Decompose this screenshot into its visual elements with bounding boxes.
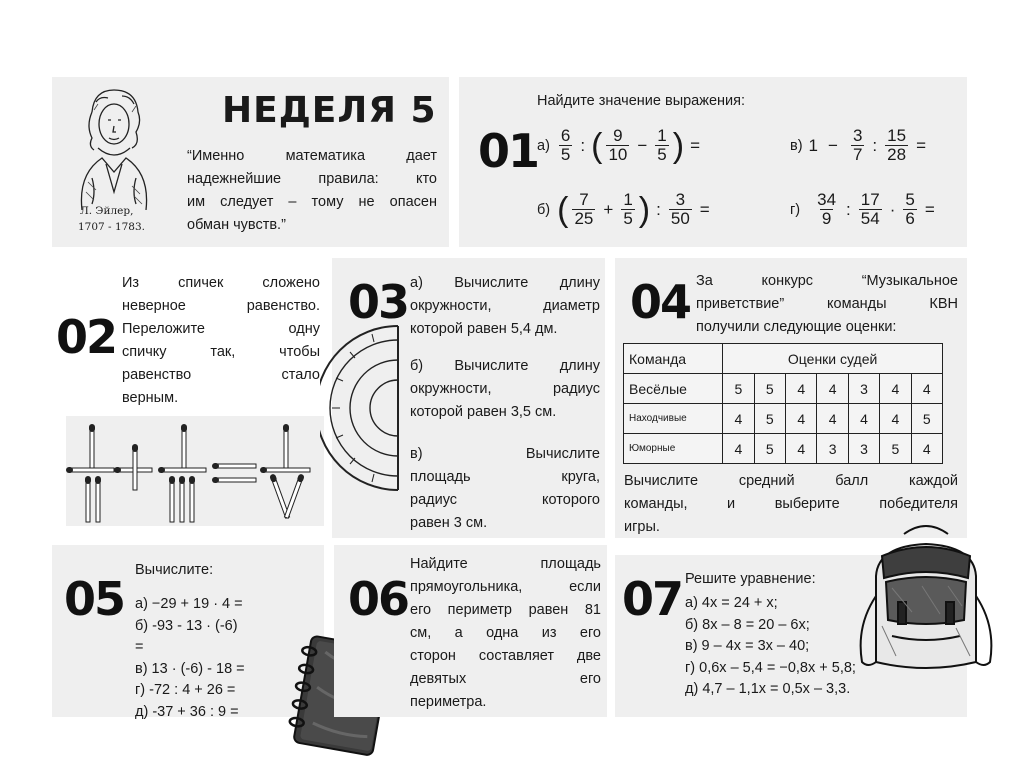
fraction: $\frac{1}{5}$ [657,126,667,164]
euler-portrait-image [62,82,162,210]
task04-intro [696,270,958,339]
quote-line: обман чувств.” [187,217,286,233]
expression-label: г) [790,201,801,218]
task07-number: 07 [622,572,683,626]
text-line: Переложите одну [122,321,320,337]
fraction: $\frac{3}{50}$ [670,190,690,228]
text-line: периметра. [410,694,487,710]
score-cell: 4 [911,434,942,464]
score-cell: 5 [754,404,785,434]
fraction: $\frac{17}{54}$ [860,190,880,228]
text-line: Из спичек сложено [122,275,320,291]
text-line: которой равен 5,4 дм. [410,321,558,337]
table-header-row [624,344,943,374]
text-line: За конкурс “Музыкальное [696,273,958,289]
text-line: спичку так, чтобы [122,344,320,360]
table-row [624,404,943,434]
equation-item: б) 8x – 8 = 20 – 6x; [685,616,810,633]
text-line: б) Вычислите длину [410,358,600,374]
score-cell: 4 [880,404,911,434]
task01-expression-a: а) $\frac{6}{5}$ : ( $\frac{9}{10}$ − $\frac{1}{5}$ ) = [537,126,701,165]
fraction: $\frac{6}{5}$ [560,126,571,164]
text-line: получили следующие оценки: [696,319,897,335]
task02-number: 02 [56,310,117,364]
score-cell: 4 [911,374,942,404]
team-name-cell: Весёлые [624,374,723,404]
score-cell: 3 [848,374,879,404]
equation-item: в) 9 – 4x = 3x – 40; [685,638,810,654]
score-cell: 5 [754,434,785,464]
task03-part-b [410,355,600,424]
expression-item: б) -93 - 13 · (-6) [135,617,238,634]
text-line: см, а одна из его [410,625,601,641]
quote-line: им следует – тому не опасен [187,194,437,210]
expression-label: в) [790,137,803,154]
page-title: НЕДЕЛЯ 5 [222,90,437,131]
text-line: площадь круга, [410,469,600,485]
quote-line: надежнейшие правила: кто [187,171,437,187]
fraction: $\frac{7}{25}$ [574,190,594,228]
text-line: а) Вычислите длину [410,275,600,291]
equation-item: а) 4x = 24 + x; [685,595,778,611]
table-header-cell: Команда [624,344,723,374]
score-cell: 3 [817,434,848,464]
task06-text [410,553,601,714]
expression-item: д) -37 + 36 : 9 = [135,703,239,720]
task03-part-a [410,272,600,341]
portrait-caption-name: Л. Эйлер, [80,205,134,217]
task04-number: 04 [630,275,691,329]
score-cell: 5 [754,374,785,404]
task05-items [135,594,245,723]
score-cell: 3 [848,434,879,464]
score-cell: 4 [786,404,817,434]
score-cell: 4 [817,374,848,404]
fraction: $\frac{9}{10}$ [608,126,628,164]
text-line: приветствие” команды КВН [696,296,958,312]
text-line: игры. [624,519,660,535]
task01-expression-g: г) $\frac{34}{9}$ : $\frac{17}{54}$ · $\frac{5}{6}$ = [790,190,935,228]
expression-item: а) −29 + 19 · 4 = [135,596,243,612]
quote-line: “Именно математика дает [187,148,437,164]
close-paren-icon: ) [638,190,651,229]
text-line: окружности, радиус [410,381,600,397]
task06-number: 06 [348,572,409,626]
expression-label: б) [537,201,551,218]
matchstick-equation-image [66,416,324,526]
open-paren-icon: ( [591,126,603,165]
text-line: прямоугольника, если [410,579,601,595]
task01-number: 01 [478,124,539,178]
task05-prompt: Вычислите: [135,562,214,578]
score-cell: 5 [911,404,942,434]
task01-prompt: Найдите значение выражения: [537,93,745,109]
text-line: радиус которого [410,492,600,508]
table-row [624,434,943,464]
text-line: Вычислите средний балл каждой [624,473,958,489]
text-line: девятых его [410,671,601,687]
score-cell: 4 [723,434,754,464]
expression-item: в) 13 · (-6) - 18 = [135,660,245,677]
text-line: верным. [122,390,179,406]
task01-expression-b: б) ( $\frac{7}{25}$ + $\frac{1}{5}$ ) : $\frac{3}{50}$ = [537,190,710,229]
task07-items [685,593,856,701]
fraction: $\frac{1}{5}$ [623,190,633,228]
expression-item: = [135,639,144,655]
task07-prompt: Решите уравнение: [685,571,816,587]
quote-text [187,145,437,237]
team-name-cell: Юморные [624,434,723,464]
expression-item: г) -72 : 4 + 26 = [135,682,236,698]
text-line: его периметр равен 81 [410,602,601,618]
fraction: $\frac{5}{6}$ [905,190,915,228]
table-header-cell: Оценки судей [723,344,943,374]
score-cell: 4 [817,404,848,434]
scores-table [623,343,943,464]
fraction: $\frac{34}{9}$ [817,190,837,228]
protractor-image [320,320,410,496]
portrait-caption-years: 1707 - 1783. [78,221,146,233]
fraction: $\frac{3}{7}$ [852,126,863,164]
team-name-cell: Находчивые [624,404,723,434]
task02-text [122,272,320,410]
text-line: команды, и выберите победителя [624,496,958,512]
task03-number: 03 [348,275,409,329]
score-cell: 4 [786,374,817,404]
table-row [624,374,943,404]
open-paren-icon: ( [557,190,569,229]
task03-part-v [410,443,600,535]
equation-item: д) 4,7 – 1,1x = 0,5x – 3,3. [685,681,851,697]
expression-label: а) [537,137,550,154]
score-cell: 4 [723,404,754,434]
equation-item: г) 0,6x – 5,4 = −0,8x + 5,8; [685,659,856,676]
score-cell: 5 [880,434,911,464]
task01-expression-v: в) 1 − $\frac{3}{7}$ : $\frac{15}{28}$ = [790,126,927,164]
score-cell: 4 [880,374,911,404]
text-line: равенство стало [122,367,320,383]
score-cell: 4 [786,434,817,464]
fraction: $\frac{15}{28}$ [887,126,907,164]
text-line: которой равен 3,5 см. [410,404,557,420]
task05-number: 05 [64,572,125,626]
text-line: равен 3 см. [410,515,488,531]
text-line: в) Вычислите [410,446,600,462]
text-line: Найдите площадь [410,556,601,572]
close-paren-icon: ) [672,126,685,165]
score-cell: 5 [723,374,754,404]
text-line: окружности, диаметр [410,298,600,314]
score-cell: 4 [848,404,879,434]
text-line: сторон составляет две [410,648,601,664]
text-line: неверное равенство. [122,298,320,314]
backpack-image [852,516,1000,680]
